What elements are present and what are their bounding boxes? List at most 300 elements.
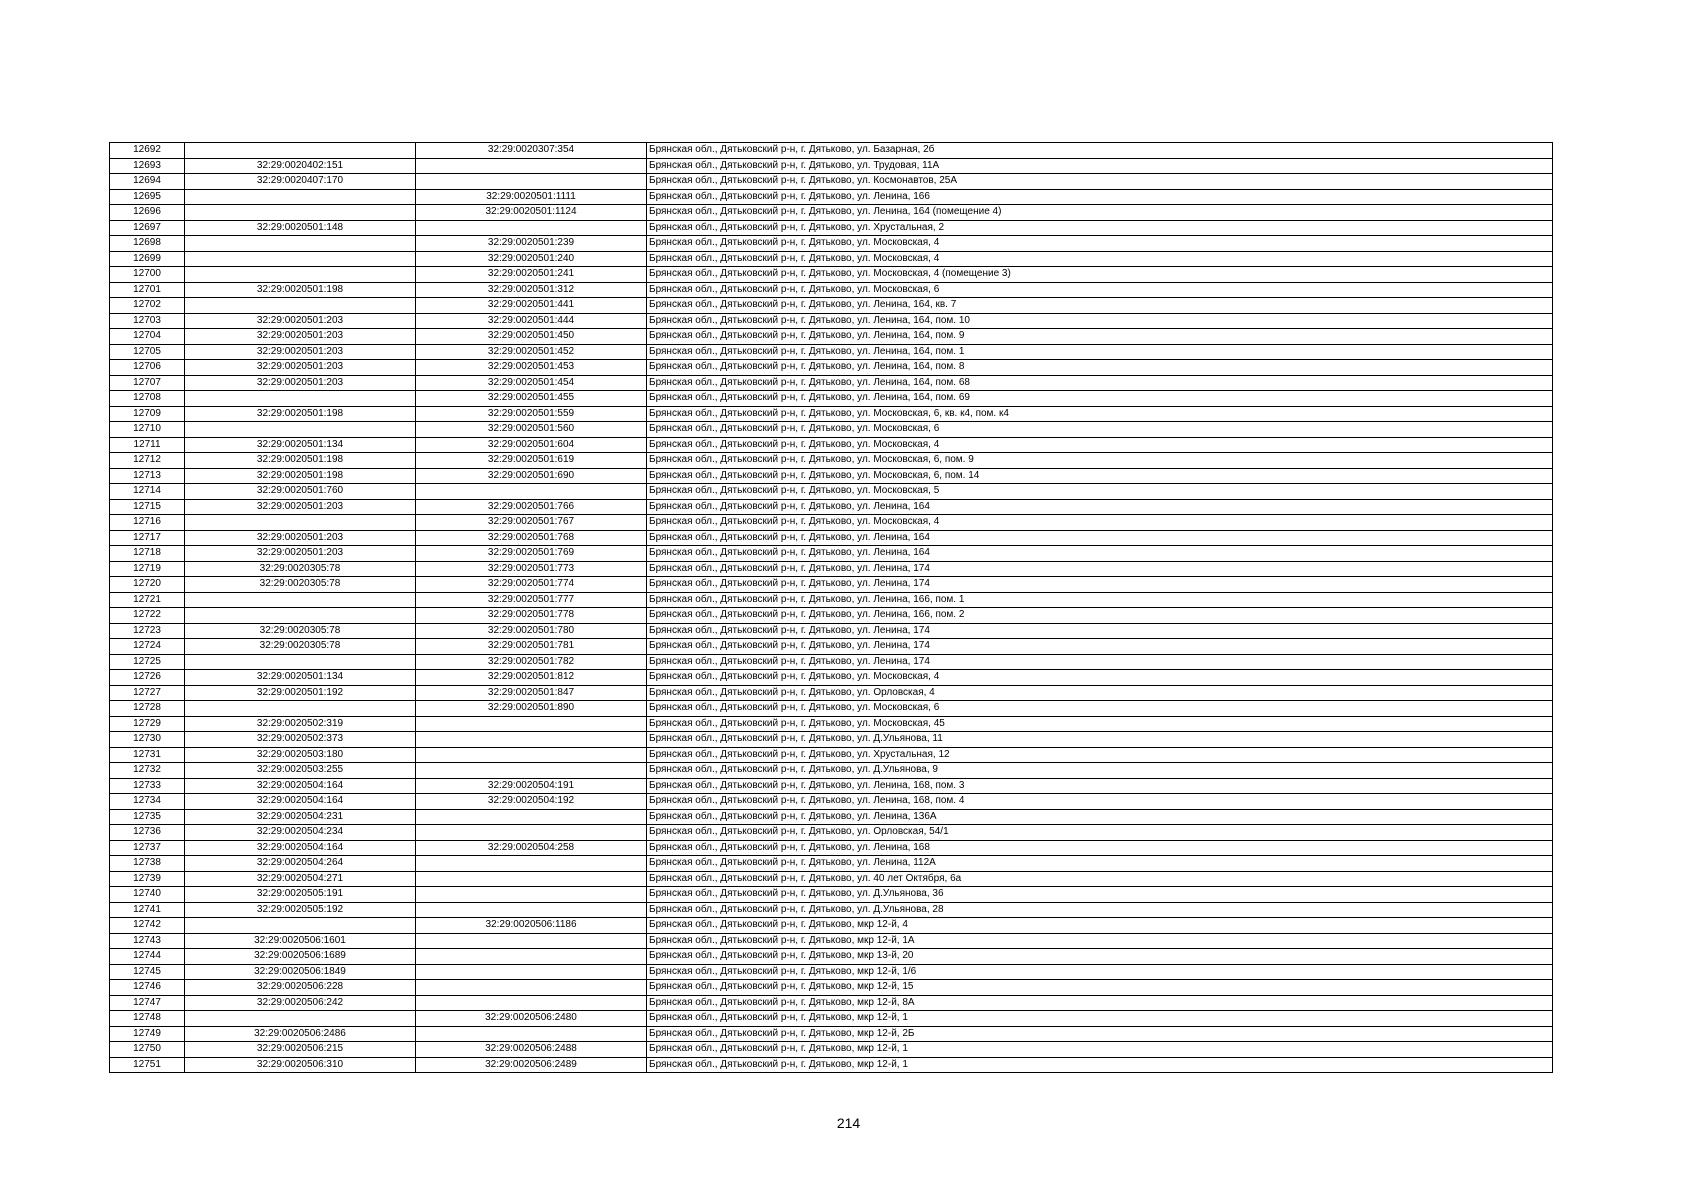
- address-cell: Брянская обл., Дятьковский р-н, г. Дятьково, ул. Орловская, 4: [647, 685, 1553, 701]
- table-row: [110, 1057, 1553, 1073]
- address-cell: Брянская обл., Дятьковский р-н, г. Дятьково, ул. Ленина, 164, пом. 9: [647, 329, 1553, 345]
- object-cadastral-number-cell: 32:29:0020501:766: [416, 499, 647, 515]
- table-row: [110, 236, 1553, 252]
- cadastral-number-cell: 32:29:0020501:203: [185, 313, 416, 329]
- table-row: [110, 592, 1553, 608]
- address-cell: Брянская обл., Дятьковский р-н, г. Дятьково, мкр 12-й, 2Б: [647, 1026, 1553, 1042]
- table-row: [110, 515, 1553, 531]
- cadastral-number-cell: [185, 918, 416, 934]
- object-cadastral-number-cell: 32:29:0020501:774: [416, 577, 647, 593]
- object-cadastral-number-cell: [416, 964, 647, 980]
- row-number-cell: 12744: [110, 949, 185, 965]
- row-number-cell: 12696: [110, 205, 185, 221]
- table-row: [110, 437, 1553, 453]
- cadastral-number-cell: [185, 267, 416, 283]
- object-cadastral-number-cell: [416, 809, 647, 825]
- table-row: [110, 189, 1553, 205]
- address-cell: Брянская обл., Дятьковский р-н, г. Дятьково, ул. Ленина, 164, пом. 68: [647, 375, 1553, 391]
- cadastral-number-cell: 32:29:0020501:203: [185, 329, 416, 345]
- row-number-cell: 12724: [110, 639, 185, 655]
- address-cell: Брянская обл., Дятьковский р-н, г. Дятьково, ул. Московская, 6: [647, 282, 1553, 298]
- row-number-cell: 12713: [110, 468, 185, 484]
- table-row: [110, 933, 1553, 949]
- table-row: [110, 484, 1553, 500]
- address-cell: Брянская обл., Дятьковский р-н, г. Дятьково, мкр 12-й, 15: [647, 980, 1553, 996]
- row-number-cell: 12735: [110, 809, 185, 825]
- address-cell: Брянская обл., Дятьковский р-н, г. Дятьково, ул. Московская, 6, кв. к4, пом. к4: [647, 406, 1553, 422]
- address-cell: Брянская обл., Дятьковский р-н, г. Дятьково, ул. Ленина, 164, пом. 10: [647, 313, 1553, 329]
- address-cell: Брянская обл., Дятьковский р-н, г. Дятьково, ул. Ленина, 174: [647, 561, 1553, 577]
- table-row: [110, 918, 1553, 934]
- address-cell: Брянская обл., Дятьковский р-н, г. Дятьково, ул. Московская, 6, пом. 14: [647, 468, 1553, 484]
- table-row: [110, 158, 1553, 174]
- row-number-cell: 12726: [110, 670, 185, 686]
- row-number-cell: 12722: [110, 608, 185, 624]
- table-row: [110, 313, 1553, 329]
- address-cell: Брянская обл., Дятьковский р-н, г. Дятьково, ул. Д.Ульянова, 9: [647, 763, 1553, 779]
- row-number-cell: 12742: [110, 918, 185, 934]
- address-cell: Брянская обл., Дятьковский р-н, г. Дятьково, ул. Д.Ульянова, 36: [647, 887, 1553, 903]
- object-cadastral-number-cell: [416, 158, 647, 174]
- table-row: [110, 964, 1553, 980]
- address-cell: Брянская обл., Дятьковский р-н, г. Дятьково, ул. Ленина, 164: [647, 546, 1553, 562]
- object-cadastral-number-cell: 32:29:0020501:312: [416, 282, 647, 298]
- row-number-cell: 12725: [110, 654, 185, 670]
- address-cell: Брянская обл., Дятьковский р-н, г. Дятьково, ул. Ленина, 174: [647, 577, 1553, 593]
- row-number-cell: 12733: [110, 778, 185, 794]
- address-cell: Брянская обл., Дятьковский р-н, г. Дятьково, мкр 12-й, 1: [647, 1057, 1553, 1073]
- object-cadastral-number-cell: 32:29:0020501:1124: [416, 205, 647, 221]
- row-number-cell: 12721: [110, 592, 185, 608]
- object-cadastral-number-cell: [416, 949, 647, 965]
- object-cadastral-number-cell: 32:29:0020501:777: [416, 592, 647, 608]
- object-cadastral-number-cell: 32:29:0020501:444: [416, 313, 647, 329]
- cadastral-number-cell: 32:29:0020506:1689: [185, 949, 416, 965]
- cadastral-number-cell: 32:29:0020501:148: [185, 220, 416, 236]
- object-cadastral-number-cell: 32:29:0020501:559: [416, 406, 647, 422]
- row-number-cell: 12745: [110, 964, 185, 980]
- address-cell: Брянская обл., Дятьковский р-н, г. Дятьково, ул. Ленина, 166, пом. 2: [647, 608, 1553, 624]
- cadastral-number-cell: 32:29:0020506:1849: [185, 964, 416, 980]
- address-cell: Брянская обл., Дятьковский р-н, г. Дятьково, ул. Д.Ульянова, 11: [647, 732, 1553, 748]
- address-cell: Брянская обл., Дятьковский р-н, г. Дятьково, ул. Московская, 6: [647, 701, 1553, 717]
- address-cell: Брянская обл., Дятьковский р-н, г. Дятьково, мкр 12-й, 4: [647, 918, 1553, 934]
- table-row: [110, 282, 1553, 298]
- cadastral-number-cell: [185, 592, 416, 608]
- row-number-cell: 12723: [110, 623, 185, 639]
- table-row: [110, 344, 1553, 360]
- address-cell: Брянская обл., Дятьковский р-н, г. Дятьково, ул. Московская, 4 (помещение 3): [647, 267, 1553, 283]
- row-number-cell: 12694: [110, 174, 185, 190]
- table-row: [110, 778, 1553, 794]
- object-cadastral-number-cell: 32:29:0020501:455: [416, 391, 647, 407]
- cadastral-number-cell: 32:29:0020501:134: [185, 437, 416, 453]
- row-number-cell: 12720: [110, 577, 185, 593]
- row-number-cell: 12701: [110, 282, 185, 298]
- cadastral-number-cell: [185, 1011, 416, 1027]
- address-cell: Брянская обл., Дятьковский р-н, г. Дятьково, ул. Ленина, 168, пом. 3: [647, 778, 1553, 794]
- table-row: [110, 794, 1553, 810]
- object-cadastral-number-cell: 32:29:0020506:2488: [416, 1042, 647, 1058]
- address-cell: Брянская обл., Дятьковский р-н, г. Дятьково, ул. Ленина, 164: [647, 530, 1553, 546]
- object-cadastral-number-cell: 32:29:0020501:241: [416, 267, 647, 283]
- cadastral-number-cell: 32:29:0020305:78: [185, 639, 416, 655]
- row-number-cell: 12738: [110, 856, 185, 872]
- table-row: [110, 654, 1553, 670]
- object-cadastral-number-cell: 32:29:0020501:619: [416, 453, 647, 469]
- cadastral-number-cell: 32:29:0020504:164: [185, 778, 416, 794]
- row-number-cell: 12732: [110, 763, 185, 779]
- table-row: [110, 887, 1553, 903]
- row-number-cell: 12743: [110, 933, 185, 949]
- table-row: [110, 980, 1553, 996]
- cadastral-number-cell: 32:29:0020502:373: [185, 732, 416, 748]
- table-row: [110, 1011, 1553, 1027]
- row-number-cell: 12731: [110, 747, 185, 763]
- cadastral-number-cell: [185, 189, 416, 205]
- object-cadastral-number-cell: [416, 825, 647, 841]
- table-row: [110, 499, 1553, 515]
- row-number-cell: 12747: [110, 995, 185, 1011]
- object-cadastral-number-cell: 32:29:0020501:453: [416, 360, 647, 376]
- object-cadastral-number-cell: [416, 484, 647, 500]
- address-cell: Брянская обл., Дятьковский р-н, г. Дятьково, ул. Хрустальная, 2: [647, 220, 1553, 236]
- address-cell: Брянская обл., Дятьковский р-н, г. Дятьково, ул. Ленина, 164 (помещение 4): [647, 205, 1553, 221]
- cadastral-number-cell: [185, 251, 416, 267]
- cadastral-number-cell: 32:29:0020501:198: [185, 406, 416, 422]
- cadastral-number-cell: 32:29:0020501:198: [185, 282, 416, 298]
- object-cadastral-number-cell: 32:29:0020506:2489: [416, 1057, 647, 1073]
- cadastral-number-cell: [185, 515, 416, 531]
- cadastral-number-cell: 32:29:0020501:760: [185, 484, 416, 500]
- table-row: [110, 375, 1553, 391]
- object-cadastral-number-cell: 32:29:0020506:2480: [416, 1011, 647, 1027]
- cadastral-number-cell: 32:29:0020501:203: [185, 375, 416, 391]
- address-cell: Брянская обл., Дятьковский р-н, г. Дятьково, ул. Московская, 6, пом. 9: [647, 453, 1553, 469]
- row-number-cell: 12718: [110, 546, 185, 562]
- row-number-cell: 12711: [110, 437, 185, 453]
- row-number-cell: 12704: [110, 329, 185, 345]
- address-cell: Брянская обл., Дятьковский р-н, г. Дятьково, ул. Орловская, 54/1: [647, 825, 1553, 841]
- table-row: [110, 871, 1553, 887]
- object-cadastral-number-cell: [416, 747, 647, 763]
- row-number-cell: 12705: [110, 344, 185, 360]
- address-cell: Брянская обл., Дятьковский р-н, г. Дятьково, ул. Д.Ульянова, 28: [647, 902, 1553, 918]
- object-cadastral-number-cell: [416, 716, 647, 732]
- cadastral-number-cell: [185, 422, 416, 438]
- row-number-cell: 12740: [110, 887, 185, 903]
- table-row: [110, 391, 1553, 407]
- address-cell: Брянская обл., Дятьковский р-н, г. Дятьково, ул. Базарная, 2б: [647, 143, 1553, 159]
- address-cell: Брянская обл., Дятьковский р-н, г. Дятьково, ул. Московская, 6: [647, 422, 1553, 438]
- row-number-cell: 12712: [110, 453, 185, 469]
- cadastral-number-cell: [185, 298, 416, 314]
- cadastral-number-cell: [185, 205, 416, 221]
- cadastral-number-cell: [185, 391, 416, 407]
- table-row: [110, 174, 1553, 190]
- row-number-cell: 12749: [110, 1026, 185, 1042]
- address-cell: Брянская обл., Дятьковский р-н, г. Дятьково, ул. Ленина, 164: [647, 499, 1553, 515]
- table-row: [110, 949, 1553, 965]
- row-number-cell: 12714: [110, 484, 185, 500]
- object-cadastral-number-cell: 32:29:0020501:240: [416, 251, 647, 267]
- address-cell: Брянская обл., Дятьковский р-н, г. Дятьково, ул. Московская, 4: [647, 236, 1553, 252]
- object-cadastral-number-cell: [416, 933, 647, 949]
- table-row: [110, 267, 1553, 283]
- table-row: [110, 856, 1553, 872]
- row-number-cell: 12751: [110, 1057, 185, 1073]
- table-row: [110, 995, 1553, 1011]
- address-cell: Брянская обл., Дятьковский р-н, г. Дятьково, ул. Ленина, 168, пом. 4: [647, 794, 1553, 810]
- row-number-cell: 12700: [110, 267, 185, 283]
- object-cadastral-number-cell: 32:29:0020501:767: [416, 515, 647, 531]
- row-number-cell: 12730: [110, 732, 185, 748]
- cadastral-number-cell: 32:29:0020305:78: [185, 561, 416, 577]
- cadastral-number-cell: 32:29:0020504:264: [185, 856, 416, 872]
- object-cadastral-number-cell: [416, 856, 647, 872]
- cadastral-number-cell: 32:29:0020407:170: [185, 174, 416, 190]
- object-cadastral-number-cell: [416, 732, 647, 748]
- object-cadastral-number-cell: 32:29:0020501:890: [416, 701, 647, 717]
- cadastral-number-cell: 32:29:0020505:192: [185, 902, 416, 918]
- object-cadastral-number-cell: 32:29:0020501:560: [416, 422, 647, 438]
- object-cadastral-number-cell: 32:29:0020501:441: [416, 298, 647, 314]
- address-cell: Брянская обл., Дятьковский р-н, г. Дятьково, ул. Ленина, 166, пом. 1: [647, 592, 1553, 608]
- row-number-cell: 12737: [110, 840, 185, 856]
- table-row: [110, 468, 1553, 484]
- cadastral-number-cell: 32:29:0020504:164: [185, 794, 416, 810]
- object-cadastral-number-cell: 32:29:0020501:450: [416, 329, 647, 345]
- table-row: [110, 1026, 1553, 1042]
- cadastral-number-cell: 32:29:0020501:198: [185, 453, 416, 469]
- row-number-cell: 12703: [110, 313, 185, 329]
- cadastral-number-cell: 32:29:0020501:203: [185, 360, 416, 376]
- address-cell: Брянская обл., Дятьковский р-н, г. Дятьково, ул. Московская, 4: [647, 251, 1553, 267]
- cadastral-number-cell: [185, 236, 416, 252]
- address-cell: Брянская обл., Дятьковский р-н, г. Дятьково, мкр 12-й, 1: [647, 1011, 1553, 1027]
- cadastral-number-cell: 32:29:0020305:78: [185, 577, 416, 593]
- object-cadastral-number-cell: [416, 1026, 647, 1042]
- row-number-cell: 12702: [110, 298, 185, 314]
- address-cell: Брянская обл., Дятьковский р-н, г. Дятьково, ул. Ленина, 136А: [647, 809, 1553, 825]
- row-number-cell: 12717: [110, 530, 185, 546]
- table-row: [110, 453, 1553, 469]
- address-cell: Брянская обл., Дятьковский р-н, г. Дятьково, ул. Московская, 5: [647, 484, 1553, 500]
- row-number-cell: 12697: [110, 220, 185, 236]
- table-row: [110, 546, 1553, 562]
- table-row: [110, 561, 1553, 577]
- address-cell: Брянская обл., Дятьковский р-н, г. Дятьково, ул. Ленина, 168: [647, 840, 1553, 856]
- row-number-cell: 12693: [110, 158, 185, 174]
- row-number-cell: 12739: [110, 871, 185, 887]
- table-row: [110, 670, 1553, 686]
- object-cadastral-number-cell: 32:29:0020501:454: [416, 375, 647, 391]
- cadastral-number-cell: 32:29:0020402:151: [185, 158, 416, 174]
- table-row: [110, 298, 1553, 314]
- address-cell: Брянская обл., Дятьковский р-н, г. Дятьково, мкр 12-й, 1А: [647, 933, 1553, 949]
- row-number-cell: 12736: [110, 825, 185, 841]
- object-cadastral-number-cell: 32:29:0020501:773: [416, 561, 647, 577]
- row-number-cell: 12729: [110, 716, 185, 732]
- cadastral-number-cell: 32:29:0020501:134: [185, 670, 416, 686]
- row-number-cell: 12734: [110, 794, 185, 810]
- cadastral-number-cell: 32:29:0020501:198: [185, 468, 416, 484]
- object-cadastral-number-cell: [416, 887, 647, 903]
- address-cell: Брянская обл., Дятьковский р-н, г. Дятьково, ул. Московская, 45: [647, 716, 1553, 732]
- cadastral-number-cell: 32:29:0020505:191: [185, 887, 416, 903]
- cadastral-number-cell: 32:29:0020501:192: [185, 685, 416, 701]
- table-row: [110, 422, 1553, 438]
- row-number-cell: 12750: [110, 1042, 185, 1058]
- table-row: [110, 623, 1553, 639]
- address-cell: Брянская обл., Дятьковский р-н, г. Дятьково, ул. Ленина, 164, пом. 8: [647, 360, 1553, 376]
- table-body: [110, 143, 1553, 1073]
- cadastral-number-cell: 32:29:0020506:2486: [185, 1026, 416, 1042]
- object-cadastral-number-cell: 32:29:0020501:812: [416, 670, 647, 686]
- row-number-cell: 12708: [110, 391, 185, 407]
- address-cell: Брянская обл., Дятьковский р-н, г. Дятьково, мкр 12-й, 1: [647, 1042, 1553, 1058]
- row-number-cell: 12706: [110, 360, 185, 376]
- address-cell: Брянская обл., Дятьковский р-н, г. Дятьково, ул. Ленина, 164, пом. 1: [647, 344, 1553, 360]
- table-row: [110, 763, 1553, 779]
- cadastral-number-cell: 32:29:0020504:231: [185, 809, 416, 825]
- object-cadastral-number-cell: [416, 174, 647, 190]
- address-cell: Брянская обл., Дятьковский р-н, г. Дятьково, мкр 12-й, 1/6: [647, 964, 1553, 980]
- object-cadastral-number-cell: 32:29:0020501:768: [416, 530, 647, 546]
- object-cadastral-number-cell: 32:29:0020501:690: [416, 468, 647, 484]
- table-row: [110, 716, 1553, 732]
- row-number-cell: 12746: [110, 980, 185, 996]
- address-cell: Брянская обл., Дятьковский р-н, г. Дятьково, ул. Ленина, 166: [647, 189, 1553, 205]
- cadastral-number-cell: [185, 608, 416, 624]
- object-cadastral-number-cell: 32:29:0020501:1111: [416, 189, 647, 205]
- object-cadastral-number-cell: [416, 995, 647, 1011]
- object-cadastral-number-cell: [416, 220, 647, 236]
- cadastral-number-cell: 32:29:0020504:271: [185, 871, 416, 887]
- object-cadastral-number-cell: 32:29:0020501:452: [416, 344, 647, 360]
- address-cell: Брянская обл., Дятьковский р-н, г. Дятьково, ул. Ленина, 164, пом. 69: [647, 391, 1553, 407]
- cadastral-number-cell: 32:29:0020506:242: [185, 995, 416, 1011]
- table-row: [110, 639, 1553, 655]
- row-number-cell: 12692: [110, 143, 185, 159]
- object-cadastral-number-cell: 32:29:0020504:192: [416, 794, 647, 810]
- address-cell: Брянская обл., Дятьковский р-н, г. Дятьково, ул. Ленина, 174: [647, 623, 1553, 639]
- cadastral-number-cell: 32:29:0020305:78: [185, 623, 416, 639]
- page-number: 214: [836, 1115, 861, 1131]
- table-row: [110, 329, 1553, 345]
- cadastral-number-cell: 32:29:0020504:234: [185, 825, 416, 841]
- row-number-cell: 12709: [110, 406, 185, 422]
- cadastral-number-cell: 32:29:0020501:203: [185, 530, 416, 546]
- row-number-cell: 12707: [110, 375, 185, 391]
- cadastral-number-cell: 32:29:0020506:228: [185, 980, 416, 996]
- object-cadastral-number-cell: 32:29:0020501:769: [416, 546, 647, 562]
- address-cell: Брянская обл., Дятьковский р-н, г. Дятьково, ул. 40 лет Октября, 6а: [647, 871, 1553, 887]
- object-cadastral-number-cell: [416, 763, 647, 779]
- object-cadastral-number-cell: 32:29:0020501:239: [416, 236, 647, 252]
- object-cadastral-number-cell: [416, 871, 647, 887]
- cadastral-number-cell: 32:29:0020501:203: [185, 344, 416, 360]
- address-cell: Брянская обл., Дятьковский р-н, г. Дятьково, ул. Ленина, 174: [647, 639, 1553, 655]
- address-cell: Брянская обл., Дятьковский р-н, г. Дятьково, мкр 12-й, 8А: [647, 995, 1553, 1011]
- table-row: [110, 809, 1553, 825]
- address-cell: Брянская обл., Дятьковский р-н, г. Дятьково, ул. Трудовая, 11А: [647, 158, 1553, 174]
- address-cell: Брянская обл., Дятьковский р-н, г. Дятьково, ул. Ленина, 164, кв. 7: [647, 298, 1553, 314]
- object-cadastral-number-cell: 32:29:0020501:847: [416, 685, 647, 701]
- table-row: [110, 1042, 1553, 1058]
- object-cadastral-number-cell: [416, 980, 647, 996]
- object-cadastral-number-cell: 32:29:0020501:778: [416, 608, 647, 624]
- row-number-cell: 12695: [110, 189, 185, 205]
- table-row: [110, 701, 1553, 717]
- cadastral-number-cell: 32:29:0020504:164: [185, 840, 416, 856]
- row-number-cell: 12699: [110, 251, 185, 267]
- cadastral-number-cell: 32:29:0020501:203: [185, 546, 416, 562]
- cadastral-number-cell: 32:29:0020506:310: [185, 1057, 416, 1073]
- address-cell: Брянская обл., Дятьковский р-н, г. Дятьково, ул. Московская, 4: [647, 437, 1553, 453]
- table-row: [110, 732, 1553, 748]
- address-cell: Брянская обл., Дятьковский р-н, г. Дятьково, ул. Ленина, 174: [647, 654, 1553, 670]
- cadastral-number-cell: 32:29:0020506:215: [185, 1042, 416, 1058]
- table-row: [110, 577, 1553, 593]
- table-row: [110, 825, 1553, 841]
- cadastral-number-cell: [185, 143, 416, 159]
- table-row: [110, 608, 1553, 624]
- object-cadastral-number-cell: 32:29:0020504:258: [416, 840, 647, 856]
- object-cadastral-number-cell: 32:29:0020504:191: [416, 778, 647, 794]
- object-cadastral-number-cell: [416, 902, 647, 918]
- table-row: [110, 902, 1553, 918]
- address-cell: Брянская обл., Дятьковский р-н, г. Дятьково, ул. Московская, 4: [647, 670, 1553, 686]
- row-number-cell: 12748: [110, 1011, 185, 1027]
- address-cell: Брянская обл., Дятьковский р-н, г. Дятьково, ул. Хрустальная, 12: [647, 747, 1553, 763]
- table-row: [110, 143, 1553, 159]
- row-number-cell: 12710: [110, 422, 185, 438]
- property-table: [109, 142, 1553, 1073]
- table-row: [110, 205, 1553, 221]
- table-row: [110, 840, 1553, 856]
- cadastral-number-cell: [185, 654, 416, 670]
- address-cell: Брянская обл., Дятьковский р-н, г. Дятьково, ул. Космонавтов, 25А: [647, 174, 1553, 190]
- table-row: [110, 530, 1553, 546]
- cadastral-number-cell: 32:29:0020503:255: [185, 763, 416, 779]
- row-number-cell: 12715: [110, 499, 185, 515]
- object-cadastral-number-cell: 32:29:0020307:354: [416, 143, 647, 159]
- cadastral-number-cell: 32:29:0020503:180: [185, 747, 416, 763]
- table-row: [110, 220, 1553, 236]
- cadastral-number-cell: 32:29:0020502:319: [185, 716, 416, 732]
- address-cell: Брянская обл., Дятьковский р-н, г. Дятьково, мкр 13-й, 20: [647, 949, 1553, 965]
- cadastral-number-cell: 32:29:0020501:203: [185, 499, 416, 515]
- object-cadastral-number-cell: 32:29:0020501:782: [416, 654, 647, 670]
- cadastral-number-cell: 32:29:0020506:1601: [185, 933, 416, 949]
- row-number-cell: 12741: [110, 902, 185, 918]
- row-number-cell: 12698: [110, 236, 185, 252]
- object-cadastral-number-cell: 32:29:0020501:781: [416, 639, 647, 655]
- row-number-cell: 12719: [110, 561, 185, 577]
- row-number-cell: 12727: [110, 685, 185, 701]
- table-row: [110, 406, 1553, 422]
- object-cadastral-number-cell: 32:29:0020501:604: [416, 437, 647, 453]
- object-cadastral-number-cell: 32:29:0020506:1186: [416, 918, 647, 934]
- table-row: [110, 251, 1553, 267]
- row-number-cell: 12716: [110, 515, 185, 531]
- table-row: [110, 360, 1553, 376]
- object-cadastral-number-cell: 32:29:0020501:780: [416, 623, 647, 639]
- cadastral-number-cell: [185, 701, 416, 717]
- address-cell: Брянская обл., Дятьковский р-н, г. Дятьково, ул. Ленина, 112А: [647, 856, 1553, 872]
- row-number-cell: 12728: [110, 701, 185, 717]
